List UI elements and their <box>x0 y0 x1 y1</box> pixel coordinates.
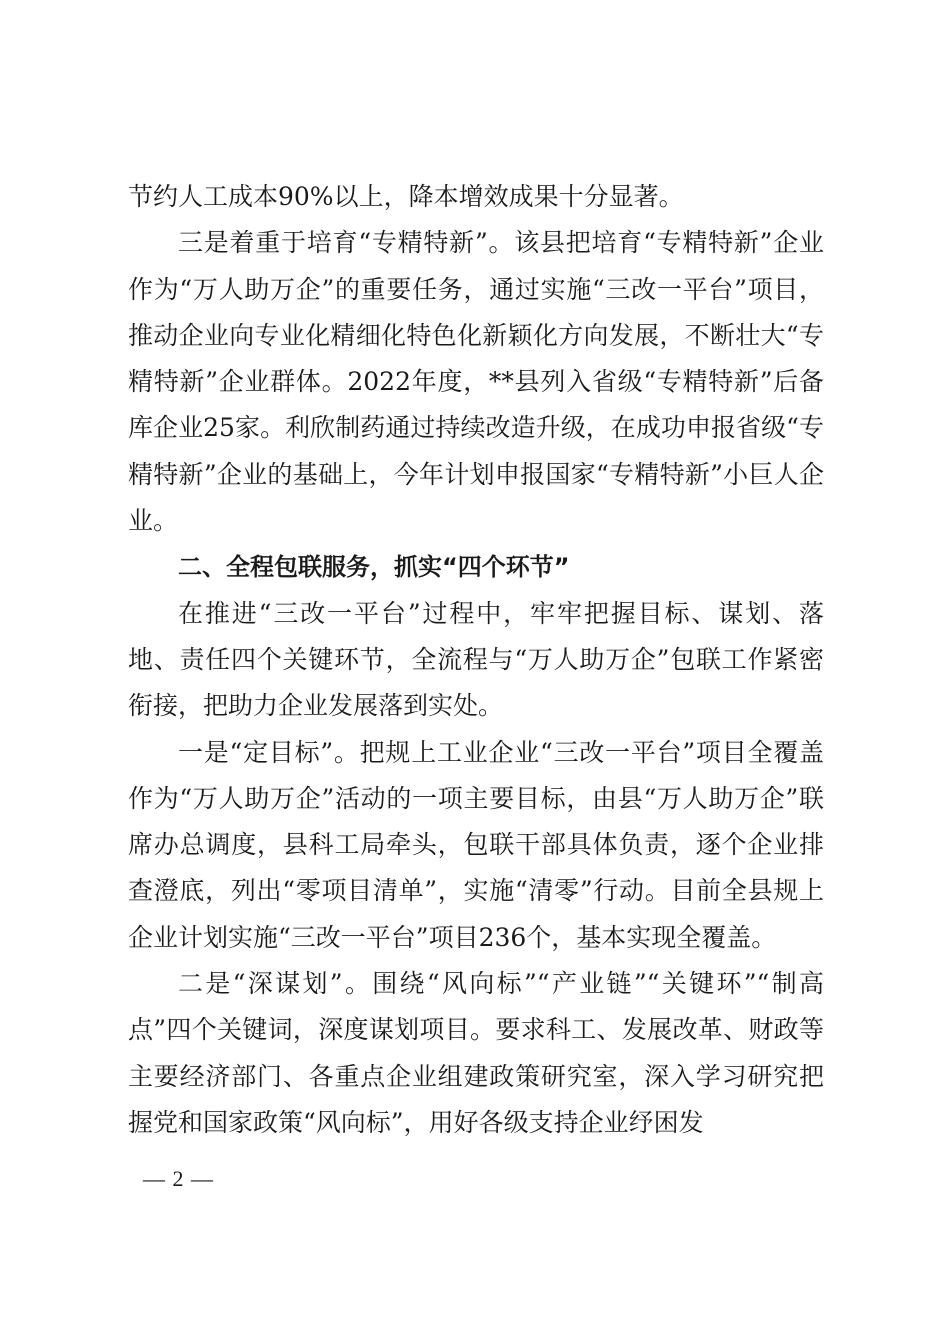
document-body <box>128 174 824 1146</box>
paragraph-specialized-enterprises: 三是着重于培育“专精特新”。该县把培育“专精特新”企业作为“万人助万企”的重要任务，通过实施“三改一平台”项目，推动企业向专业化精细化特色化新颖化方向发展，不断壮大“专精特新”企业群体。2022年度，**县列入省级“专精特新”后备库企业25家。利欣制药通过持续改造升级，在成功申报省级“专精特新”企业的基础上，今年计划申报国家“专精特新”小巨人企业。 <box>128 228 824 536</box>
paragraph-set-targets: 一是“定目标”。把规上工业企业“三改一平台”项目全覆盖作为“万人助万企”活动的一项主要目标，由县“万人助万企”联席办总调度，县科工局牵头，包联干部具体负责，逐个企业排查澄底，列出“零项目清单”，实施“清零”行动。目前全县规上企业计划实施“三改一平台”项目236个，基本实现全覆盖。 <box>128 737 824 952</box>
paragraph-deep-planning: 二是“深谋划”。围绕“风向标”“产业链”“关键环”“制高点”四个关键词，深度谋划项目。要求科工、发展改革、财政等主要经济部门、各重点企业组建政策研究室，深入学习研究把握党和国家政策“风向标”，用好各级支持企业纾困发 <box>128 969 824 1137</box>
page-number: — 2 — <box>143 1166 214 1191</box>
paragraph-section-intro: 在推进“三改一平台”过程中，牢牢把握目标、谋划、落地、责任四个关键环节，全流程与“万人助万企”包联工作紧密衔接，把助力企业发展落到实处。 <box>128 598 824 721</box>
paragraph-continuation: 节约人工成本90%以上，降本增效成果十分显著。 <box>128 182 684 211</box>
section-heading: 二、全程包联服务，抓实“四个环节” <box>178 553 570 582</box>
